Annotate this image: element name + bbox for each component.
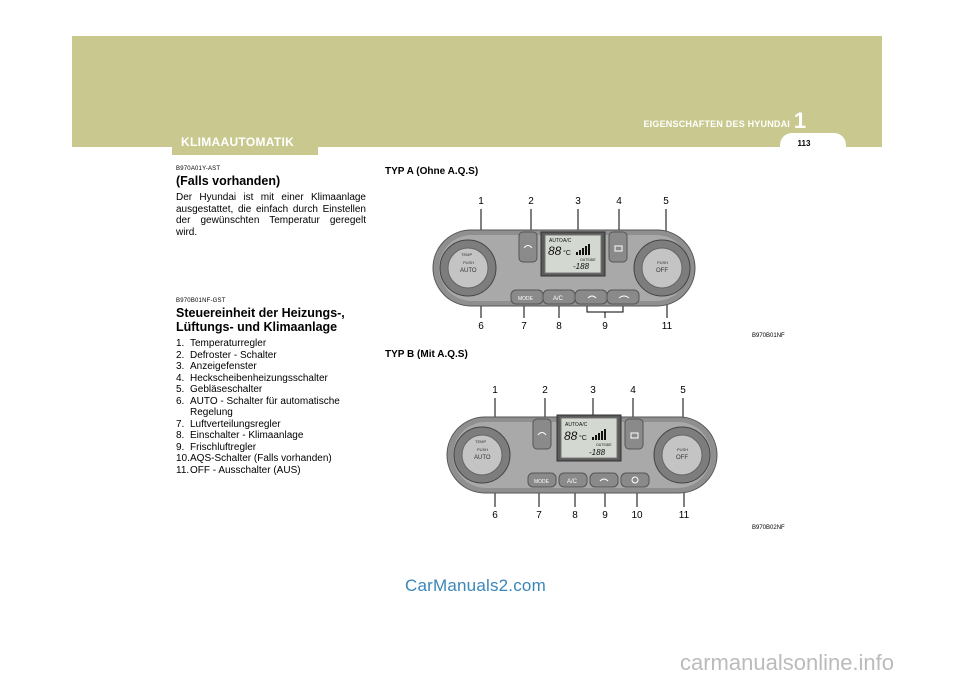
svg-text:88: 88 [564,429,578,443]
callout-label: 4 [630,385,636,396]
svg-text:TEMP: TEMP [475,439,487,444]
list-item: 6. AUTO - Schalter für automatische Regelung [176,395,340,418]
climate-panel-type-b [444,395,720,513]
figure-b-title: TYP B (Mit A.Q.S) [385,349,468,360]
svg-text:PUSH: PUSH [463,260,475,265]
list-item: 2. Defroster - Schalter [176,349,277,361]
figure-a-title: TYP A (Ohne A.Q.S) [385,166,479,177]
chapter-number: 1 [793,108,807,133]
svg-text:AUTO: AUTO [460,268,477,274]
callout-label: 4 [616,196,622,207]
callout-label: 7 [521,321,527,332]
list-item: 4. Heckscheibenheizungsschalter [176,372,328,384]
control-unit-heading: Steuereinheit der Heizungs-, Lüftungs- und Klimaanlage [176,306,345,334]
callout-label: 6 [492,510,498,521]
intro-text: Der Hyundai ist mit einer Klimaanlage ausgestattet, die einfach durch Einstellen der gewünschten Temperatur geregelt wird. [176,192,366,238]
list-item: 7. Luftverteilungsregler [176,418,281,430]
svg-text:OUTSIDE: OUTSIDE [580,258,596,262]
svg-text:A/C: A/C [579,422,588,428]
svg-text:88: 88 [548,244,562,258]
svg-text:AUTO: AUTO [474,455,491,461]
callout-label: 9 [602,321,608,332]
callout-label: 1 [478,196,484,207]
callout-label: 6 [478,321,484,332]
footer-watermark: carmanualsonline.info [680,650,895,675]
callout-label: 8 [572,510,578,521]
callout-label: 8 [556,321,562,332]
list-item: 3. Anzeigefenster [176,361,257,372]
callout-label: 2 [528,196,534,207]
control-unit-block [176,298,366,476]
parts-list [176,338,366,476]
svg-text:°C: °C [579,435,587,442]
svg-text:-188: -188 [589,448,606,457]
list-item: 5. Gebläseschalter [176,384,263,395]
section-code: B970A01Y-AST [176,166,221,172]
list-item: 1. Temperaturregler [176,338,267,349]
callout-label: 7 [536,510,542,521]
svg-text:TEMP: TEMP [461,252,473,257]
callout-label: 1 [492,385,498,396]
callout-label: 9 [602,510,608,521]
section-title: KLIMAAUTOMATIK [181,135,295,149]
callout-label: 3 [590,385,596,396]
svg-text:PUSH: PUSH [477,447,489,452]
list-item: 11. OFF - Ausschalter (AUS) [176,464,301,476]
intro-block [176,166,366,238]
svg-text:A/C: A/C [563,238,572,244]
list-item: 9. Frischluftregler [176,441,257,453]
figure-b-code: B970B02NF [752,525,785,531]
section-code: B970B01NF-GST [176,298,226,304]
climate-panel-type-a [430,206,700,324]
svg-text:°C: °C [563,250,571,257]
callout-label: 10 [631,510,643,521]
svg-text:AUTO: AUTO [565,422,579,428]
svg-text:-188: -188 [573,262,590,271]
callout-label: 5 [680,385,686,396]
intro-heading: (Falls vorhanden) [176,174,281,188]
svg-text:OFF: OFF [676,455,688,461]
svg-text:MODE: MODE [534,479,549,485]
callout-label: 11 [661,321,673,332]
callout-label: 3 [575,196,581,207]
page-number: 113 [797,139,811,148]
watermark-link[interactable]: CarManuals2.com [405,576,546,595]
list-item: 10. AQS-Schalter (Falls vorhanden) [176,453,332,464]
svg-text:OFF: OFF [656,268,668,274]
svg-text:PUSH: PUSH [677,447,689,452]
svg-text:AUTO: AUTO [549,238,563,244]
callout-label: 5 [663,196,669,207]
svg-text:A/C: A/C [553,296,564,302]
chapter-title: EIGENSCHAFTEN DES HYUNDAI [643,119,790,129]
svg-text:A/C: A/C [567,479,578,485]
callout-label: 2 [542,385,548,396]
svg-text:OUTSIDE: OUTSIDE [596,443,612,447]
figure-a-code: B970B01NF [752,333,785,339]
svg-text:PUSH: PUSH [657,260,669,265]
callout-label: 11 [678,510,690,521]
svg-text:MODE: MODE [518,296,533,302]
list-item: 8. Einschalter - Klimaanlage [176,430,304,441]
